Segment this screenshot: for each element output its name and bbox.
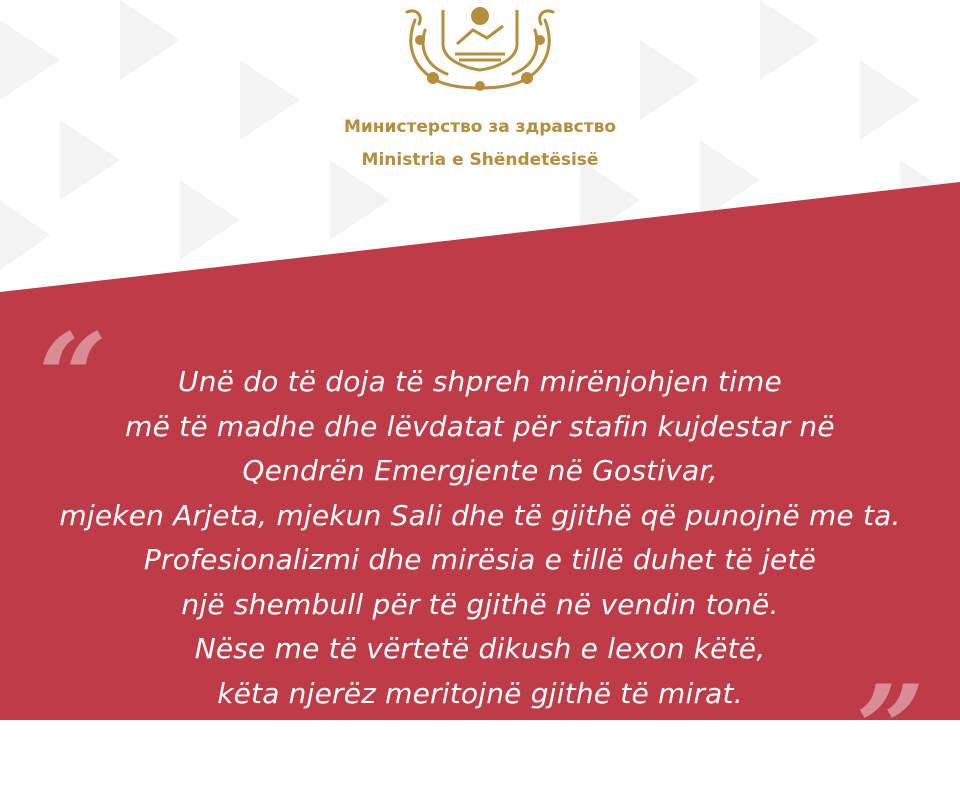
quote-line: Unë do të doja të shpreh mirënjohjen time bbox=[178, 365, 782, 398]
ministry-name-macedonian: Министерство за здравство bbox=[343, 117, 617, 137]
closing-quote-mark: ” bbox=[856, 659, 926, 800]
quote-line: këta njerëz meritojnë gjithë të mirat. bbox=[217, 676, 743, 710]
quote-line: një shembull për të gjithë në vendin tonë. bbox=[181, 587, 779, 621]
quote-line: Nëse me të vërtetë dikush e lexon këtë, bbox=[194, 632, 766, 665]
quote-line: Qendrën Emergjente në Gostivar, bbox=[242, 454, 718, 487]
opening-quote-mark: “ bbox=[38, 307, 108, 448]
quote-line: Profesionalizmi dhe mirësia e tillë duhet të jetë bbox=[143, 543, 817, 576]
quote-line: mjeken Arjeta, mjekun Sali dhe të gjithë që punojnë me ta. bbox=[59, 498, 901, 532]
quote-line: më të madhe dhe lëvdatat për stafin kujdestar në bbox=[125, 409, 835, 443]
ministry-name-albanian: Ministria e Shëndetësisë bbox=[361, 150, 599, 170]
quote-text bbox=[0, 360, 960, 716]
